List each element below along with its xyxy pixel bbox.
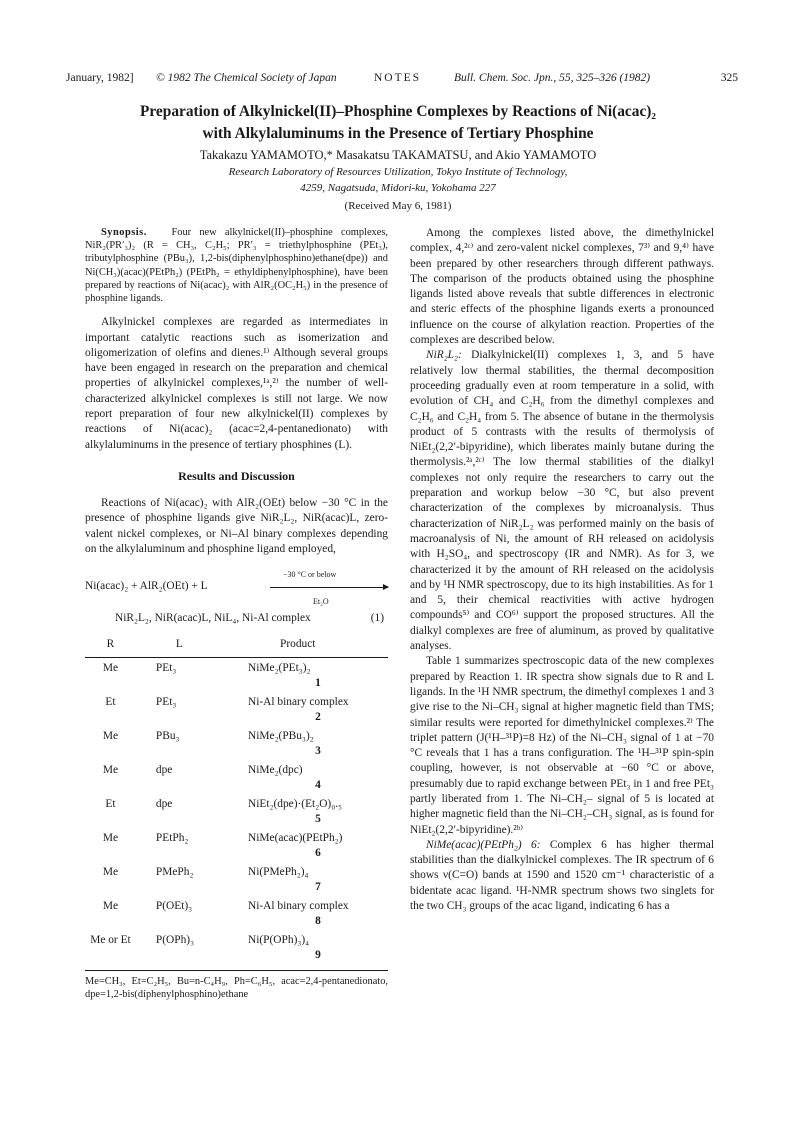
- right-column: [410, 226, 714, 914]
- intro-paragraph: Alkylnickel complexes are regarded as intermediates in important catalytic reactions such as isomerization and oligomerization of olefins and dienes.¹⁾ Although several groups have been engaged in research on the preparation and chemical properties of alkylnickel complexes,¹ᵃ,²⁾ the number of well-characterized alkylnickel complexes is still not large. We now report preparation of four new alkylnickel(II) complexes by reactions of Ni(acac)₂ (acac=2,4-pentanedionato) with alkylaluminums in the presence of tertiary phosphines (L).: [85, 316, 388, 451]
- cell-product: [244, 896, 388, 930]
- cell-l: PEt₃: [155, 695, 177, 708]
- table-row: [85, 930, 388, 964]
- product-formula: NiMe₂(PBu₃)₂: [248, 729, 314, 742]
- reaction-reactants: Ni(acac)₂ + AlR₂(OEt) + L: [85, 580, 208, 593]
- compound-number: 9: [315, 948, 321, 961]
- article-title: [60, 101, 736, 145]
- cell-r: Et: [105, 797, 116, 810]
- table-row: [85, 657, 388, 692]
- table-header-product: Product: [244, 635, 388, 657]
- synopsis-heading: Synopsis.: [101, 227, 147, 238]
- running-header: [66, 72, 738, 88]
- cell-product: [244, 692, 388, 726]
- left-column: [85, 226, 388, 1001]
- results-paragraph: Reactions of Ni(acac)₂ with AlR₂(OEt) below −30 °C in the presence of phosphine ligands give NiR₂L₂, NiR(acac)L, zero-valent nickel complexes, or Ni–Al binary complexes depending on the alkylaluminum and phosphine ligand employed,: [85, 497, 388, 556]
- product-formula: NiMe₂(dpc): [248, 763, 303, 776]
- synopsis: [85, 226, 388, 305]
- product-formula: Ni(P(OPh)₃)₄: [248, 933, 310, 946]
- cell-product: [244, 657, 388, 692]
- received-date: (Received May 6, 1981): [344, 200, 452, 212]
- header-page: 325: [720, 72, 738, 84]
- cell-product: [244, 862, 388, 896]
- product-formula: NiMe(acac)(PEtPh₂): [248, 831, 343, 844]
- product-formula: NiEt₂(dpe)·(Et₂O)₀.₅: [248, 797, 343, 810]
- table-header-l: L: [136, 635, 244, 657]
- cell-l: PEt₃: [155, 661, 177, 674]
- subsection-nir2l2: NiR₂L₂:: [426, 349, 462, 362]
- header-copyright: © 1982 The Chemical Society of Japan: [156, 72, 337, 84]
- cell-r: Me: [102, 729, 119, 742]
- right-paragraph-3: Table 1 summarizes spectroscopic data of the new complexes prepared by Reaction 1. IR spectra show signals due to R and L ligands. In the ¹H NMR spectrum, the dimethyl complexes 1 and 3 give rise to the Ni–CH₃ signal at higher magnetic field than TMS; similar results were reported for dimethylnickel complexes.²⁾ The triplet pattern (J(¹H–³¹P)=8 Hz) of the Ni–CH₃ signal of 1 at −70 °C reveals that 1 has a trans configuration. The ¹H–³¹P spin-spin coupling, however, is not observable at −60 °C or above, presumably due to rapid exchange between PEt₃ in 1 and free PEt₃ partly liberated from 1. The Ni–CH₂– signal of 5 is located at higher magnetic field than the Ni–CH₂–CH₃ signal, as is found for NiEt₂(2,2′-bipyridine).²ᵇ⁾: [410, 655, 714, 836]
- cell-r: Et: [105, 695, 116, 708]
- product-formula: NiMe₂(PEt₃)₂: [248, 661, 311, 674]
- cell-product: [244, 828, 388, 862]
- cell-r: Me: [102, 865, 119, 878]
- reaction-scheme: [85, 567, 388, 611]
- header-section: NOTES: [374, 72, 422, 84]
- table-row: [85, 692, 388, 726]
- reaction-number: (1): [370, 612, 384, 625]
- right-paragraph-4: [410, 838, 714, 914]
- reaction-arrow: [270, 587, 388, 588]
- cell-l: PBu₃: [155, 729, 180, 742]
- cell-l: P(OPh)₃: [155, 933, 195, 946]
- table-header-row: [85, 635, 388, 657]
- cell-product: [244, 794, 388, 828]
- cell-r: Me or Et: [90, 933, 131, 946]
- table-row: [85, 794, 388, 828]
- cell-product: [244, 930, 388, 964]
- affiliation-line-1: Research Laboratory of Resources Utilization, Tokyo Institute of Technology,: [228, 166, 568, 178]
- title-line-1: Preparation of Alkylnickel(II)–Phosphine Complexes by Reactions of Ni(acac)₂: [139, 103, 657, 120]
- affiliation-line-2: 4259, Nagatsuda, Midori-ku, Yokohama 227: [300, 182, 496, 194]
- compound-number: 6: [315, 846, 321, 859]
- cell-l: PMePh₂: [155, 865, 194, 878]
- reaction-table: [85, 635, 388, 963]
- cell-r: Me: [102, 661, 119, 674]
- complex-6-text: Complex 6 has higher thermal stabilities than the dialkylnickel complexes. The IR spectrum of 6 shows ν(C=O) bands at 1590 and 1520 cm⁻¹ characteristic of a bidentate acac ligand. ¹H-NMR spectrum shows two singlets for the two CH₃ groups of the acac ligand, indicating 6 has a: [410, 838, 714, 913]
- reaction-products: NiR₂L₂, NiR(acac)L, NiL₄, Ni-Al complex: [115, 612, 311, 625]
- cell-l: dpe: [155, 763, 173, 776]
- cell-l: dpe: [155, 797, 173, 810]
- product-formula: Ni-Al binary complex: [248, 899, 349, 912]
- compound-number: 2: [315, 710, 321, 723]
- cell-l: P(OEt)₃: [155, 899, 193, 912]
- product-formula: Ni(PMePh₂)₄: [248, 865, 309, 878]
- results-heading: Results and Discussion: [178, 468, 295, 483]
- cell-r: Me: [102, 899, 119, 912]
- table-row: [85, 862, 388, 896]
- header-journal: Bull. Chem. Soc. Jpn., 55, 325–326 (1982): [454, 72, 651, 84]
- table-footnote: Me=CH₃, Et=C₂H₅, Bu=n-C₄H₉, Ph=C₆H₅, acac=2,4-pentanedionato, dpe=1,2-bis(diphenylphosphino)ethane: [85, 970, 388, 1001]
- reaction-condition-solvent: Et₂O: [313, 597, 329, 607]
- reaction-condition-temp: −30 °C or below: [283, 570, 337, 580]
- table-row: [85, 828, 388, 862]
- header-date: January, 1982]: [66, 72, 134, 84]
- nir2l2-text: Dialkylnickel(II) complexes 1, 3, and 5 have relatively low thermal stabilities, the thermal decomposition proceeding gradually even at room temperature in a solid, with evolution of CH₄ and C₂H₆ from the dimethyl complexes and C₂H₆ and C₂H₄ from 5. The absence of butane in the thermolysis product of 5 contrasts with the results of thermolysis of NiEt₂(2,2′-bipyridine), which liberates mainly butane during the thermolysis.²ᵃ,²ᶜ⁾ The low thermal stabilities of the dialkyl complexes not only require the researchers to carry out the preparation and workup below −30 °C, but also prevent characterization of the complexes by microanalysis. Thus characterization of NiR₂L₂ was performed mainly on the basis of macroanalysis of Ni, the amount of RH released on acidolysis with H₂SO₄, and spectroscopy (IR and NMR). As for 3, we characterized it by the amount of RH released on the acidolysis and by ¹H NMR spectroscopy, due to its high instabilities. As for 1 and 5, their chemical reactivities with active hydrogen compounds⁵⁾ and CO⁶⁾ support the proposed structures. All the dialkyl complexes are free of aluminum, as proved by qualitative analyses.: [410, 349, 714, 653]
- cell-product: [244, 726, 388, 760]
- product-formula: Ni-Al binary complex: [248, 695, 349, 708]
- compound-number: 1: [315, 676, 321, 689]
- table-header-r: R: [85, 635, 136, 657]
- compound-number: 7: [315, 880, 321, 893]
- compound-number: 8: [315, 914, 321, 927]
- table-row: [85, 726, 388, 760]
- table-row: [85, 896, 388, 930]
- table-row: [85, 760, 388, 794]
- cell-r: Me: [102, 831, 119, 844]
- authors: Takakazu YAMAMOTO,* Masakatsu TAKAMATSU, and Akio YAMAMOTO: [199, 148, 597, 162]
- compound-number: 3: [315, 744, 321, 757]
- reaction-products-line: [85, 611, 388, 629]
- synopsis-text: Four new alkylnickel(II)–phosphine complexes, NiR₂(PR′₃)₂ (R = CH₃, C₂H₅; PR′₃ = triethylphosphine (PEt₃), tributylphosphine (PBu₃), 1,2-bis(diphenylphosphino)ethane(dpe)) and Ni(CH₃)(acac)(PEtPh₂) (PEtPh₂ = ethyldiphenylphosphine), have been prepared by reactions of Ni(acac)₂ with AlR₂(OC₂H₅) in the presence of phosphine ligands.: [85, 227, 389, 305]
- cell-product: [244, 760, 388, 794]
- compound-number: 5: [315, 812, 321, 825]
- compound-number: 4: [315, 778, 321, 791]
- title-line-2: with Alkylaluminums in the Presence of Tertiary Phosphine: [202, 125, 594, 142]
- subsection-complex-6: NiMe(acac)(PEtPh₂) 6:: [426, 838, 541, 851]
- cell-l: PEtPh₂: [155, 831, 189, 844]
- cell-r: Me: [102, 763, 119, 776]
- right-paragraph-1: Among the complexes listed above, the dimethylnickel complex, 4,²ᶜ⁾ and zero-valent nickel complexes, 7³⁾ and 9,⁴⁾ have been prepared by other researchers through different pathways. The comparison of the products obtained using the phosphine ligands listed above reveals that subtle differences in electronic and steric effects of the phosphine ligands exerts a pronounced influence on the course of alkylation reaction. Properties of the complexes are described below.: [410, 227, 714, 347]
- right-paragraph-2: [410, 348, 714, 654]
